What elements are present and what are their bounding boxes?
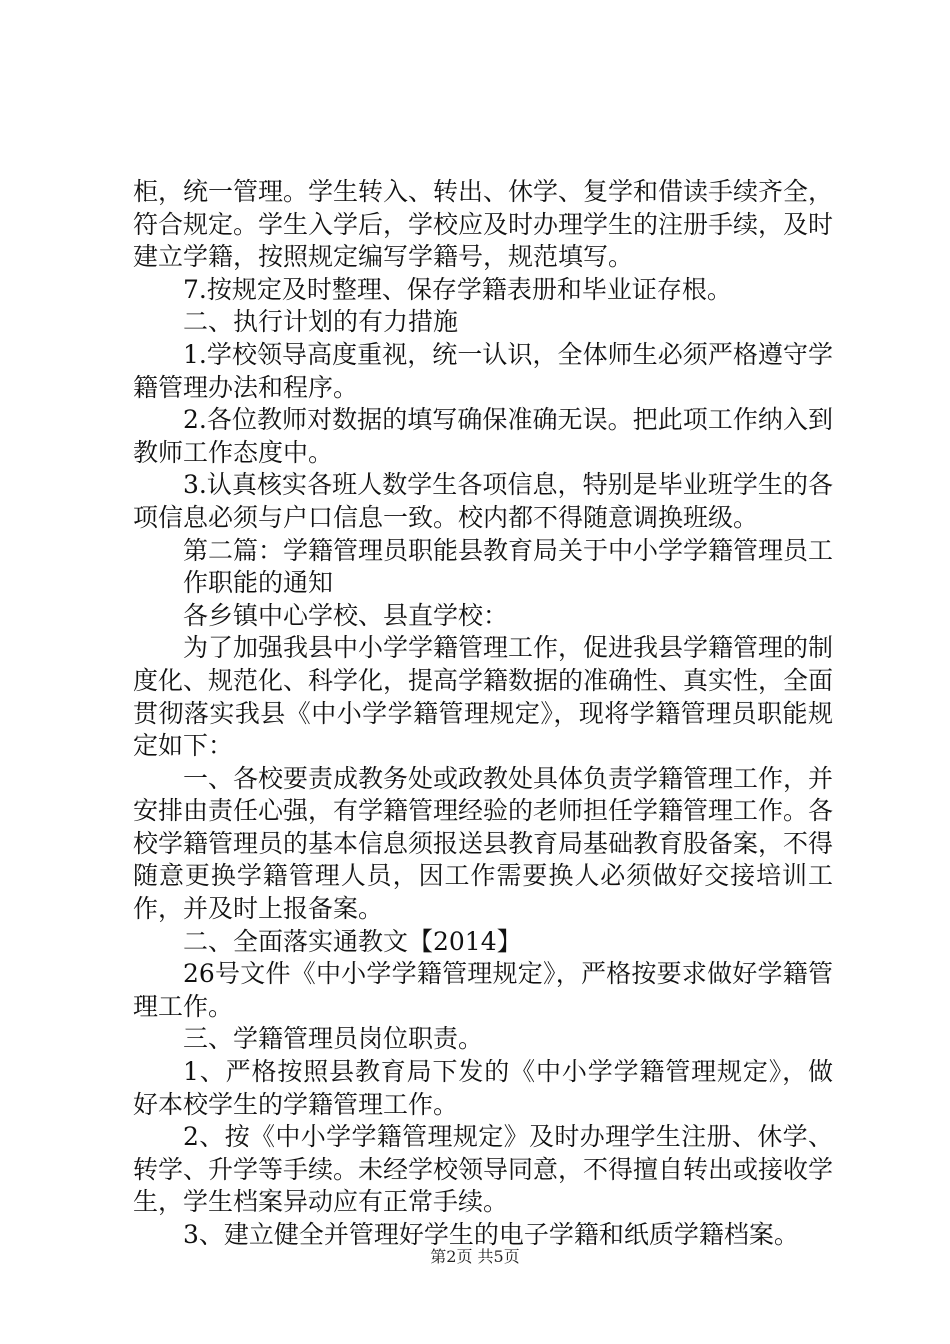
paragraph-16: 3、建立健全并管理好学生的电子学籍和纸质学籍档案。 bbox=[183, 1220, 799, 1249]
paragraph-12: 26号文件《中小学学籍管理规定》，严格按要求做好学籍管理工作。 bbox=[133, 959, 833, 1021]
paragraph-15: 2、按《中小学学籍管理规定》及时办理学生注册、休学、转学、升学等手续。未经学校领导同意，不得擅自转出或接收学生，学生档案异动应有正常手续。 bbox=[133, 1122, 834, 1217]
paragraph-1: 柜，统一管理。学生转入、转出、休学、复学和借读手续齐全，符合规定。学生入学后，学校应及时办理学生的注册手续，及时建立学籍，按照规定编写学籍号，规范填写。 bbox=[133, 177, 834, 272]
section-heading-measures: 二、执行计划的有力措施 bbox=[183, 307, 459, 337]
document-body bbox=[133, 176, 833, 1252]
section-heading-duties: 三、学籍管理员岗位职责。 bbox=[183, 1024, 484, 1054]
paragraph-5: 2.各位教师对数据的填写确保准确无误。把此项工作纳入到教师工作态度中。 bbox=[133, 405, 833, 467]
recipient-line: 各乡镇中心学校、县直学校： bbox=[183, 600, 509, 630]
paragraph-11: 二、全面落实通教文【2014】 bbox=[183, 926, 522, 956]
paragraph-2: 7.按规定及时整理、保存学籍表册和毕业证存根。 bbox=[183, 274, 732, 304]
page-number-footer: 第2页 共5页 bbox=[430, 1247, 520, 1266]
paragraph-4: 1.学校领导高度重视，统一认识，全体师生必须严格遵守学籍管理办法和程序。 bbox=[133, 339, 833, 402]
chapter-title-part-two: 第二篇：学籍管理员职能县教育局关于中小学学籍管理员工作职能的通知 bbox=[183, 535, 834, 598]
paragraph-9: 为了加强我县中小学学籍管理工作，促进我县学籍管理的制度化、规范化、科学化，提高学籍数据的准确性、真实性，全面贯彻落实我县《中小学学籍管理规定》，现将学籍管理员职能规定如下： bbox=[133, 633, 834, 761]
paragraph-6: 3.认真核实各班人数学生各项信息，特别是毕业班学生的各项信息必须与户口信息一致。校内都不得随意调换班级。 bbox=[133, 470, 833, 532]
paragraph-10: 一、各校要责成教务处或政教处具体负责学籍管理工作，并安排由责任心强，有学籍管理经验的老师担任学籍管理工作。各校学籍管理员的基本信息须报送县教育局基础教育股备案，不得随意更换学籍管理人员，因工作需要换人必须做好交接培训工作，并及时上报备案。 bbox=[133, 763, 834, 924]
paragraph-14: 1、严格按照县教育局下发的《中小学学籍管理规定》，做好本校学生的学籍管理工作。 bbox=[133, 1057, 833, 1119]
